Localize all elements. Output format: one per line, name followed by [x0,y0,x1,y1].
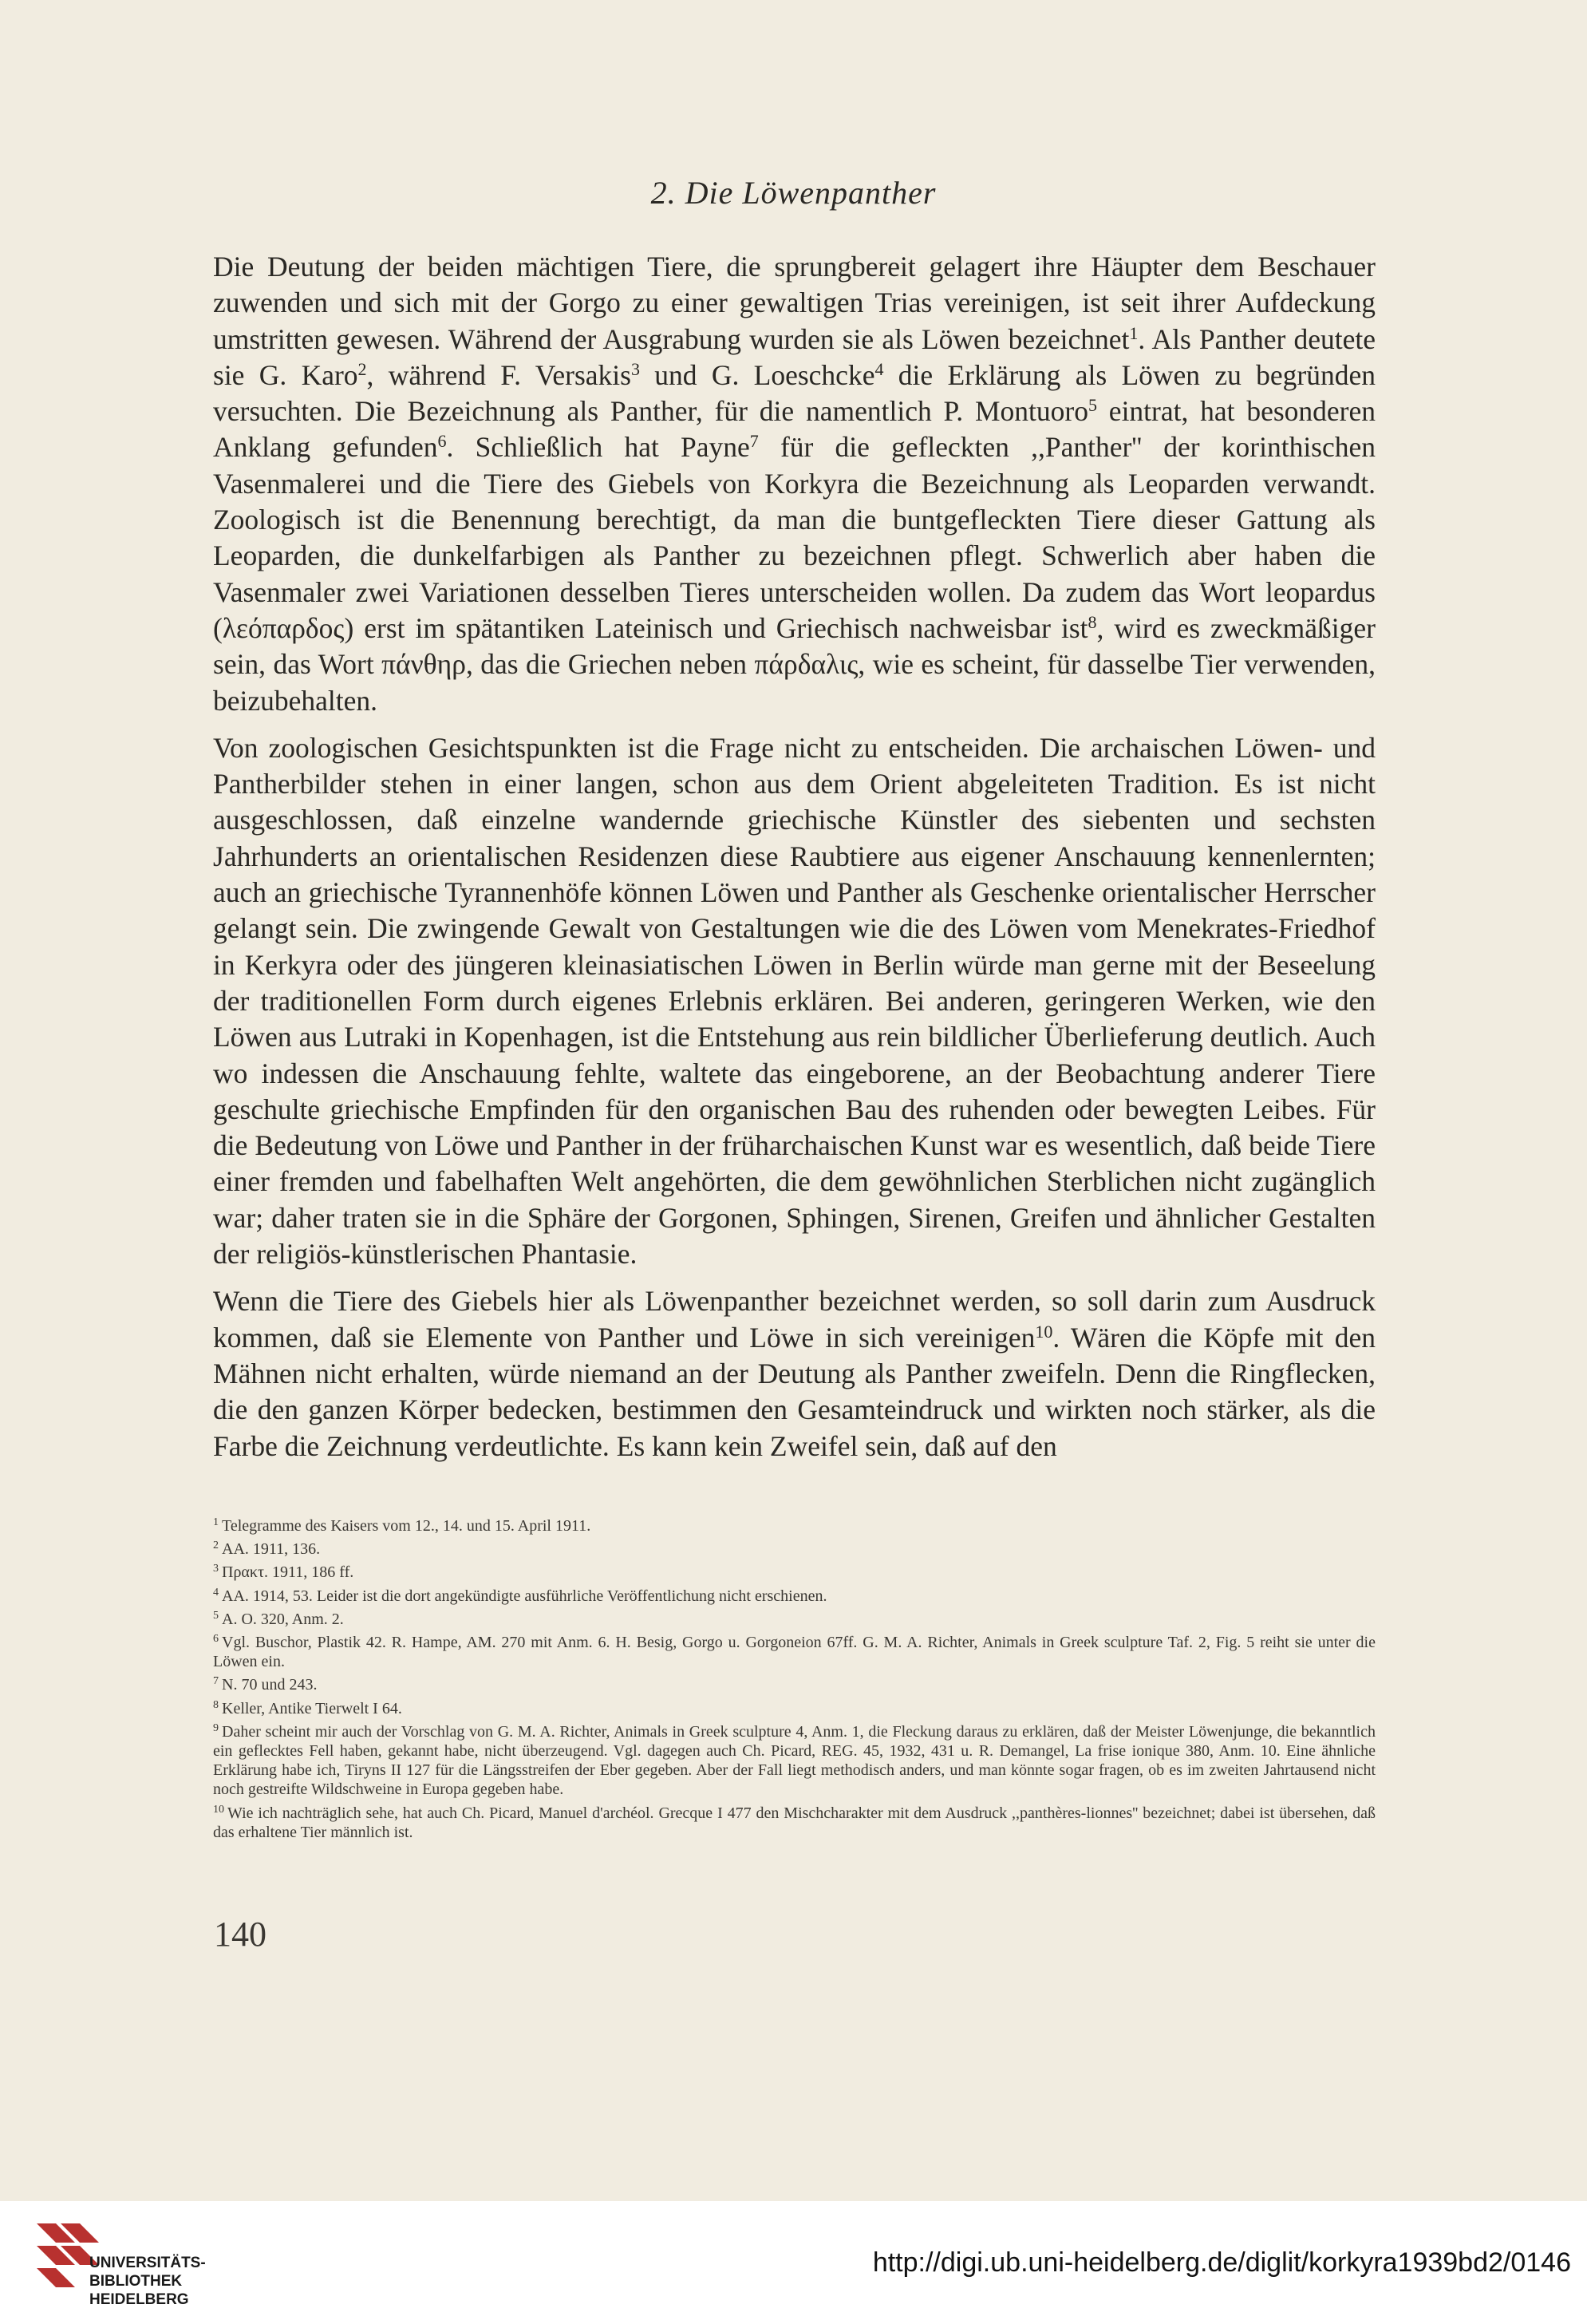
library-footer [0,2201,1587,2324]
text-segment: , wird es zweckmäßiger sein, das Wort πάνθηρ, das die Griechen neben πάρδαλις, wie es scheint, für dasselbe Tier verwenden, beizubehalten. [213,611,1376,717]
section-title: 2. Die Löwenpanther [650,175,937,211]
footnote [213,1607,1376,1629]
text-segment: Wenn die Tiere des Giebels hier als Löwenpanther bezeichnet werden, so soll darin zum Ausdruck kommen, daß sie Elemente von Panther und Löwe in sich vereinigen [213,1285,1376,1354]
footnote-marker: 7 [749,431,759,452]
footnote-number: 10 [213,1803,224,1816]
footnote-number: 7 [213,1675,219,1688]
footnote-marker: 3 [630,358,640,379]
footnote-number: 3 [213,1563,219,1575]
footnote-number: 4 [213,1586,219,1599]
footnote-text: N. 70 und 243. [222,1676,318,1694]
footnote-marker: 10 [1035,1321,1053,1342]
footnote-text: A. O. 320, Anm. 2. [222,1610,344,1628]
footnotes [213,1513,1376,1843]
text-segment: und G. Loeschcke [639,358,875,391]
text-segment: . Schließlich hat Payne [446,431,750,464]
text-segment: eintrat, hat besonderen Anklang gefunden [213,395,1376,464]
footnote-marker: 2 [357,358,367,379]
footnote [213,1672,1376,1694]
footnote-marker: 4 [874,358,884,379]
text-segment: . Als Panther deutete sie G. Karo [213,322,1376,391]
footnote-text: Wie ich nachträglich sehe, hat auch Ch. Picard, Manuel d'archéol. Grecque I 477 den Mischcharakter mit dem Ausdruck ,,panthères-lionnes'' bezeichnet; dabei ist übersehen, daß das erhaltene Tier männlich ist. [213,1804,1376,1841]
text-segment: die Erklärung als Löwen zu begründen versuchten. Die Bezeichnung als Panther, für die namentlich P. Montuoro [213,358,1376,428]
logo-line-1: UNIVERSITÄTS- [89,2255,206,2271]
logo-line-3: HEIDELBERG [89,2291,189,2308]
logo-line-2: BIBLIOTHEK [89,2273,183,2290]
library-logo-text [89,2254,206,2309]
paragraph [213,1283,1376,1464]
footnote [213,1536,1376,1559]
text-segment: für die gefleckten ,,Panther'' der korinthischen Vasenmalerei und die Tiere des Giebels von Korkyra die Bezeichnung als Leoparden verwandt. Zoologisch ist die Benennung berechtigt, da man die buntgefleckten Tiere dieser Gattung als Leoparden, die dunkelfarbigen als Panther zu bezeichnen pflegt. Schwerlich aber haben die Vasenmaler zwei Variationen desselben Tieres unterscheiden wollen. Da zudem das Wort leopardus (λεόπαρδος) erst im spätantiken Lateinisch und Griechisch nachweisbar ist [213,431,1376,644]
footnote-number: 8 [213,1698,219,1711]
footnote-text: Vgl. Buschor, Plastik 42. R. Hampe, AM. 270 mit Anm. 6. H. Besig, Gorgo u. Gorgoneion 67ff. G. M. A. Richter, Animals in Greek sculpture Taf. 2, Fig. 5 reiht sie unter die Löwen ein. [213,1634,1376,1671]
footnote-number: 9 [213,1721,219,1734]
footnote-number: 2 [213,1539,219,1552]
paragraph [213,730,1376,1272]
footnote [213,1583,1376,1606]
footnote-number: 6 [213,1633,219,1646]
footnote-text: AA. 1911, 136. [222,1540,321,1559]
footnote-number: 1 [213,1516,219,1528]
text-segment: , während F. Versakis [366,358,631,391]
text-segment: Die Deutung der beiden mächtigen Tiere, die sprungbereit gelagert ihre Häupter dem Beschauer zuwenden und sich mit der Gorgo zu einer gewaltigen Trias vereinigen, ist seit ihrer Aufdeckung umstritten gewesen. Während der Ausgrabung wurden sie als Löwen bezeichnet [213,251,1376,355]
footnote [213,1513,1376,1536]
footnote-text: Telegramme des Kaisers vom 12., 14. und 15. April 1911. [222,1517,591,1535]
text-segment: Von zoologischen Gesichtspunkten ist die Frage nicht zu entscheiden. Die archaischen Löwen- und Pantherbilder stehen in einer langen, schon aus dem Orient abgeleiteten Tradition. Es ist nicht ausgeschlossen, daß einzelne wandernde griechische Künstler des siebenten und sechsten Jahrhunderts an orientalischen Residenzen diese Raubtiere aus eigener Anschauung kennenlernten; auch an griechische Tyrannenhöfe können Löwen und Panther als Geschenke orientalischer Herrscher gelangt sein. Die zwingende Gewalt von Gestaltungen wie die des Löwen vom Menekrates-Friedhof in Kerkyra oder des jüngeren kleinasiatischen Löwen in Berlin würde man gerne mit der Beseelung der traditionellen Form durch eigenes Erlebnis erklären. Bei anderen, geringeren Werken, wie den Löwen aus Lutraki in Kopenhagen, ist die Entstehung aus rein bildlicher Überlieferung deutlich. Auch wo indessen die Anschauung fehlte, waltete das eingeborene, an der Beobachtung anderer Tiere geschulte griechische Empfinden für den organischen Bau des ruhenden oder bewegten Leibes. Für die Bedeutung von Löwe und Panther in der früharchaischen Kunst war es wesentlich, daß beide Tiere einer fremden und fabelhaften Welt angehörten, die dem gewöhnlichen Sterblichen nicht zugänglich war; daher traten sie in die Sphäre der Gorgonen, Sphingen, Sirenen, Greifen und ähnlicher Gestalten der religiös-künstlerischen Phantasie. [213,731,1376,1271]
footnote-number: 5 [213,1609,219,1622]
source-url-link[interactable]: http://digi.ub.uni-heidelberg.de/diglit/korkyra1939bd2/0146 [872,2247,1571,2278]
footnote-text: Keller, Antike Tierwelt I 64. [222,1699,402,1717]
footnote [213,1630,1376,1671]
footnote-text: AA. 1914, 53. Leider ist die dort angekündigte ausführliche Veröffentlichung nicht erschienen. [222,1587,827,1605]
footnote [213,1559,1376,1582]
footnote [213,1719,1376,1800]
footnote-marker: 8 [1088,611,1097,632]
footnote-marker: 1 [1129,322,1139,343]
footnote-marker: 5 [1088,395,1097,416]
body-text [213,249,1376,1476]
footnote [213,1800,1376,1842]
footnote-marker: 6 [437,431,447,452]
footnote [213,1696,1376,1718]
paragraph [213,249,1376,719]
page-number: 140 [214,1915,266,1954]
text-segment: . Wären die Köpfe mit den Mähnen nicht erhalten, würde niemand an der Deutung als Panther zweifeln. Denn die Ringflecken, die den ganzen Körper bedecken, bestimmen den Gesamteindruck und wirkten noch stärker, als die Farbe die Zeichnung verdeutlichte. Es kann kein Zweifel sein, daß auf den [213,1321,1376,1462]
footnote-text: Daher scheint mir auch der Vorschlag von G. M. A. Richter, Animals in Greek sculpture 4, Anm. 1, die Fleckung daraus zu erklären, daß der Meister Löwenjunge, die bekanntlich ein geflecktes Fell haben, gekannt habe, nicht überzeugend. Vgl. dagegen auch Ch. Picard, REG. 45, 1932, 431 u. R. Demangel, La frise ionique 380, Anm. 10. Eine ähnliche Erklärung habe ich, Tiryns II 127 für die Längsstreifen der Eber gegeben. Aber der Fall liegt methodisch anders, und man könnte sogar fragen, ob es im zweiten Jahrtausend nicht noch gestreifte Wildschweine in Europa gegeben habe. [213,1722,1376,1799]
footnote-text: Πρακτ. 1911, 186 ff. [222,1563,354,1582]
